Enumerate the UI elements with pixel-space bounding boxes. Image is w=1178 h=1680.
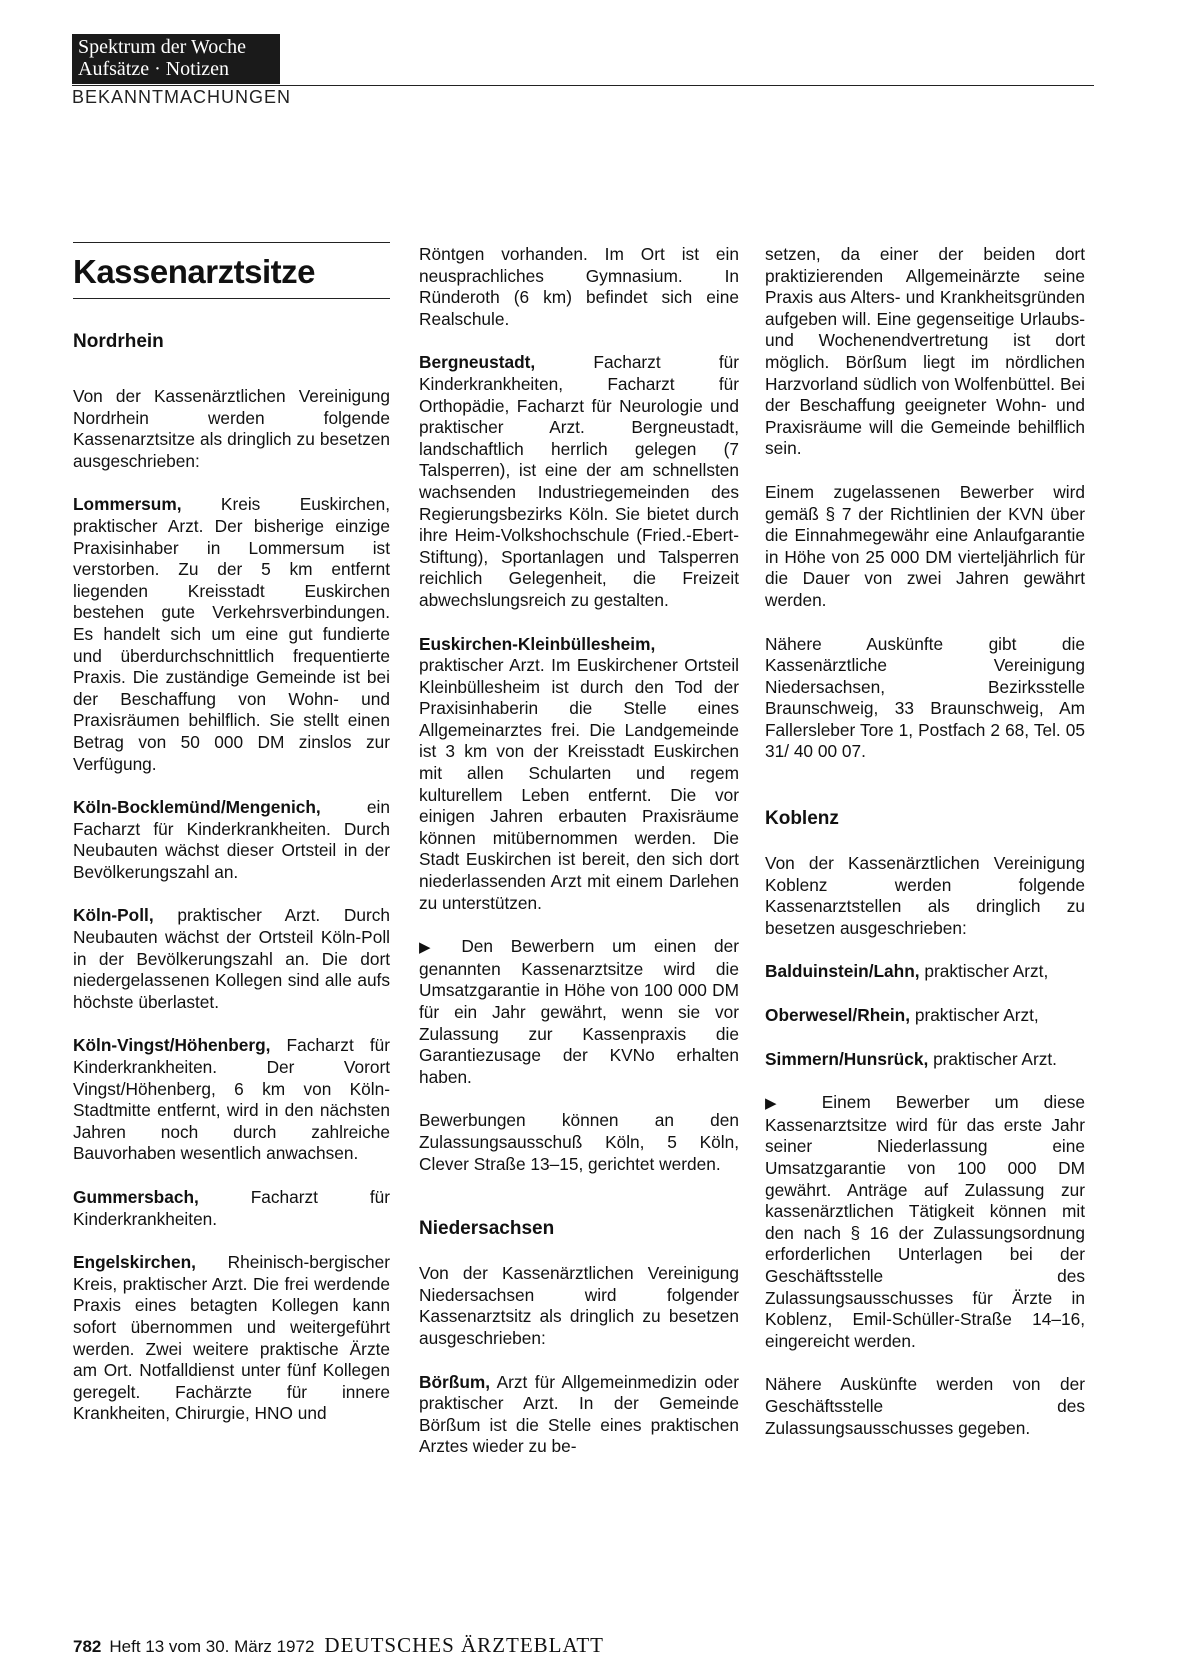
guarantee-text: Einem Bewerber um diese Kassenarztsitze wird für das erste Jahr seiner Niederlassung eine Umsatzgarantie von 100 000 DM gewährt. Anträge auf Zulassung zur kassenärztlichen Tätigkeit können mit den nach § 16 der Zulassungsordnung erforderlichen Unterlagen bei der Geschäftsstelle des Zulassungsausschusses für Ärzte in Koblenz, Emil-Schüller-Straße 14–16, eingereicht werden.: [765, 1092, 1085, 1351]
column-3: [765, 244, 1085, 1461]
page-number: 782: [73, 1637, 102, 1656]
entry-place: Börßum,: [419, 1371, 491, 1392]
continuation-engelskirchen: Röntgen vorhanden. Im Ort ist ein neusprachliches Gymnasium. In Ründeroth (6 km) befindet sich eine Realschule.: [419, 244, 739, 329]
entry-text: Rheinisch-bergischer Kreis, praktischer Arzt. Die frei werdende Praxis eines betagten Kollegen kann sofort übernommen und weitergeführt werden. Zwei weitere praktische Ärzte am Ort. Notfalldienst unter fünf Kollegen geregelt. Fachärzte für innere Krankheiten, Chirurgie, HNO und: [73, 1252, 390, 1424]
column-2: [419, 244, 739, 1480]
rubric-line-1: Spektrum der Woche: [78, 36, 246, 58]
issue-info: Heft 13 vom 30. März 1972: [109, 1637, 315, 1656]
entry-text: praktischer Arzt,: [919, 961, 1049, 982]
entry-place: Lommersum,: [73, 494, 182, 515]
entry-balduinstein: [765, 961, 1085, 983]
entry-text: praktischer Arzt. Im Euskirchener Ortsteil Kleinbüllesheim ist durch den Tod der Praxisinhaberin die Stelle eines Allgemeinarztes frei. Die Landgemeinde ist 3 km von der Kreisstadt Euskirchen mit allen Schularten und regem kulturellem Leben entfernt. Die vor einigen Jahren erbauten Praxisräume können mitübernommen werden. Die Stadt Euskirchen ist bereit, den sich dort niederlassenden Arzt mit einem Darlehen zu unterstützen.: [419, 655, 739, 913]
info-koblenz: Nähere Auskünfte werden von der Geschäftsstelle des Zulassungsausschusses gegeben.: [765, 1374, 1085, 1438]
entry-engelskirchen: [73, 1252, 390, 1425]
column-1: [73, 330, 390, 1447]
entry-euskirchen-kleinbuellesheim: [419, 634, 739, 915]
heading-koblenz: Koblenz: [765, 808, 839, 830]
triangle-bullet-icon: ▶: [765, 1095, 797, 1113]
entry-place: Balduinstein/Lahn,: [765, 961, 920, 982]
entry-text: Facharzt für Kinderkrankheiten. Der Vorort Vingst/Höhenberg, 6 km von Köln-Stadtmitte entfernt, wird in den nächsten Jahren noch durch zahlreiche Bauvorhaben wesentlich anwachsen.: [73, 1035, 390, 1164]
entry-text: Kreis Euskirchen, praktischer Arzt. Der bisherige einzige Praxisinhaber in Lommersum ist verstorben. Zu der 5 km entfernt liegenden Kreisstadt Euskirchen bestehen gute Verkehrsverbindungen. Es handelt sich um eine gut fundierte und überdurchschnittlich frequentierte Praxis. Die zuständige Gemeinde ist bei der Beschaffung von Wohn- und Praxisräumen behilflich. Sie stellt einen Betrag von 50 000 DM zinslos zur Verfügung.: [73, 494, 390, 774]
entry-text: praktischer Arzt,: [910, 1005, 1039, 1026]
heading-niedersachsen: Niedersachsen: [419, 1218, 555, 1240]
entry-text: Arzt für Allgemeinmedizin oder praktischer Arzt. In der Gemeinde Börßum ist die Stelle eines praktischen Arztes wieder zu be-: [419, 1371, 739, 1457]
rubric-line-2: Aufsätze · Notizen: [78, 58, 230, 80]
entry-lommersum: [73, 494, 390, 775]
guarantee-niedersachsen: Einem zugelassenen Bewerber wird gemäß § 7 der Richtlinien der KVN über die Einnahmegewähr eine Anlaufgarantie in Höhe von 25 000 DM vierteljährlich für die Dauer von zwei Jahren gewährt werden.: [765, 481, 1085, 610]
entry-text: praktischer Arzt. Durch Neubauten wächst der Ortsteil Köln-Poll in der Bevölkerungszahl an. Die dort niedergelassenen Kollegen sind alle aufs höchste überlastet.: [73, 905, 390, 1012]
entry-koeln-vingst: [73, 1035, 390, 1165]
guarantee-text: Den Bewerbern um einen der genannten Kassenarztsitze wird die Umsatzgarantie in Höhe von 100 000 DM für ein Jahr gewährt, wenn sie vor Zulassung zur Kassenpraxis die Garantiezusage der KVNo erhalten haben.: [419, 936, 739, 1087]
applications-nordrhein: Bewerbungen können an den Zulassungsausschuß Köln, 5 Köln, Clever Straße 13–15, gerichtet werden.: [419, 1110, 739, 1174]
title-rule-bottom: [73, 298, 390, 299]
entry-text: Facharzt für Kinderkrankheiten, Facharzt für Orthopädie, Facharzt für Neurologie und praktischer Arzt. Bergneustadt, landschaftlich herrlich gelegen (7 Talsperren), ist eine der am schnellsten wachsenden Industriegemeinden des Regierungsbezirks Köln. Sie bietet durch ihre Heim-Volkshochschule (Fried.-Ebert-Stiftung), Sportanlagen und Talsperren reichlich Gelegenheit, die Freizeit abwechslungsreich zu gestalten.: [419, 352, 739, 610]
entry-simmern: [765, 1049, 1085, 1071]
rubric-box: [72, 34, 280, 84]
entry-place: Köln-Bocklemünd/Mengenich,: [73, 797, 321, 818]
entry-oberwesel: [765, 1005, 1085, 1027]
continuation-borssum: setzen, da einer der beiden dort praktizierenden Allgemeinärzte seine Praxis aus Alters- und Krankheitsgründen aufgeben will. Eine gegenseitige Urlaubs- und Wochenendvertretung ist dort möglich. Börßum liegt im nördlichen Harzvorland südlich von Wolfenbüttel. Bei der Beschaffung geeigneter Wohn- und Praxisräume will die Gemeinde behilflich sein.: [765, 244, 1085, 459]
entry-text: praktischer Arzt.: [928, 1048, 1057, 1069]
entry-text: Facharzt für Kinderkrankheiten.: [73, 1187, 390, 1229]
entry-place: Engelskirchen,: [73, 1252, 196, 1273]
entry-place: Simmern/Hunsrück,: [765, 1048, 929, 1069]
intro-nordrhein: Von der Kassenärztlichen Vereinigung Nordrhein werden folgende Kassenarztsitze als dringlich zu besetzen ausgeschrieben:: [73, 386, 390, 471]
info-niedersachsen: Nähere Auskünfte gibt die Kassenärztliche Vereinigung Niedersachsen, Bezirksstelle Braunschweig, 33 Braunschweig, Am Fallersleber Tore 1, Postfach 2 68, Tel. 05 31/ 40 00 07.: [765, 633, 1085, 762]
intro-niedersachsen: Von der Kassenärztlichen Vereinigung Niedersachsen wird folgender Kassenarztsitz als dringlich zu besetzen ausgeschrieben:: [419, 1263, 739, 1348]
entry-text: ein Facharzt für Kinderkrankheiten. Durch Neubauten wächst dieser Ortsteil in der Bevölkerungszahl an.: [73, 797, 390, 882]
page-title: Kassenarztsitze: [73, 253, 315, 290]
header-rule: [72, 85, 1094, 86]
entry-place: Köln-Vingst/Höhenberg,: [73, 1035, 271, 1056]
guarantee-nordrhein: [419, 936, 739, 1088]
intro-koblenz: Von der Kassenärztlichen Vereinigung Koblenz werden folgende Kassenarztstellen als dringlich zu besetzen ausgeschrieben:: [765, 853, 1085, 938]
title-rule-top: [73, 242, 390, 243]
guarantee-koblenz: [765, 1092, 1085, 1352]
entry-borssum: [419, 1372, 739, 1458]
entry-place: Oberwesel/Rhein,: [765, 1005, 911, 1026]
heading-nordrhein: Nordrhein: [73, 331, 164, 352]
magazine-name: DEUTSCHES ÄRZTEBLATT: [324, 1633, 604, 1657]
entry-koeln-bocklemuend: [73, 797, 390, 883]
triangle-bullet-icon: ▶: [419, 939, 444, 957]
entry-place: Euskirchen-Kleinbüllesheim,: [419, 633, 656, 654]
entry-bergneustadt: [419, 352, 739, 611]
entry-place: Köln-Poll,: [73, 905, 154, 926]
page-footer: [73, 1633, 604, 1658]
entry-koeln-poll: [73, 905, 390, 1013]
section-label: BEKANNTMACHUNGEN: [72, 87, 292, 107]
entry-place: Gummersbach,: [73, 1187, 199, 1207]
entry-place: Bergneustadt,: [419, 352, 536, 373]
entry-gummersbach: [73, 1187, 390, 1230]
